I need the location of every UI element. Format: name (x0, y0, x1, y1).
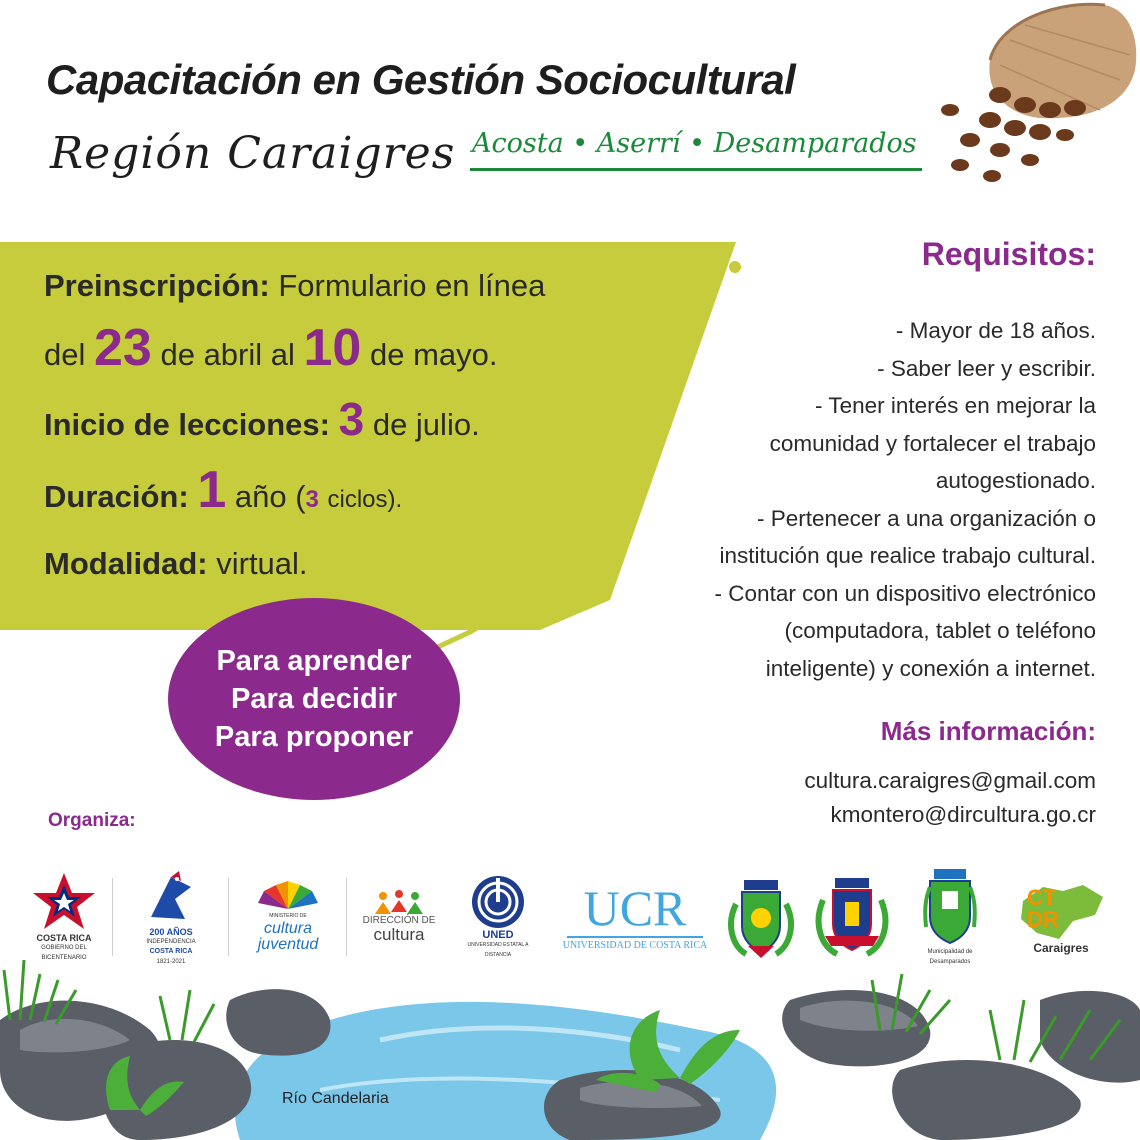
hummingbird-icon (141, 867, 201, 927)
requisito-line: (computadora, tablet o teléfono (784, 618, 1096, 643)
ucr-logo (560, 862, 710, 972)
contact-emails (804, 764, 1096, 832)
ctdr-map-icon (1013, 881, 1109, 943)
bicentenario-years: 200 AÑOS (149, 927, 193, 937)
coat-of-arms-icon (815, 874, 889, 960)
ctdr-caraigres-logo (1006, 862, 1116, 972)
slogan-line: Para decidir (230, 683, 398, 715)
ucr-text: UCR (583, 880, 687, 936)
modalidad-value: virtual. (216, 546, 308, 581)
juventud-text: juventud (257, 936, 319, 953)
end-month: de mayo. (369, 337, 498, 372)
inicio-month: de julio. (372, 407, 480, 442)
duracion-line (44, 460, 402, 520)
uned-text: UNED (482, 929, 514, 941)
requisito-line: - Contar con un dispositivo electrónico (714, 580, 1096, 606)
aserri-coat-of-arms (812, 862, 892, 972)
ciclos-text: ciclos). (327, 486, 403, 513)
coat-of-arms-icon (726, 874, 796, 960)
bicentenario-dates: 1821-2021 (156, 959, 186, 965)
star-icon (29, 871, 99, 933)
gobierno-text: GOBIERNO DEL BICENTENARIO (41, 945, 87, 961)
bicentenario-independencia: INDEPENDENCIA (146, 939, 196, 945)
towns-subtitle: Acosta • Aserrí • Desamparados (472, 128, 917, 159)
slogan-line: Para proponer (214, 721, 414, 753)
coat-of-arms-icon (920, 867, 980, 947)
modalidad-label: Modalidad: (44, 546, 208, 581)
end-day: 10 (303, 319, 362, 377)
region-title: Región Caraigres (50, 128, 456, 179)
municipalidad-logo (908, 862, 992, 972)
ctdr-dr: DR (1027, 907, 1059, 932)
email-link[interactable]: cultura.caraigres@gmail.com (804, 768, 1096, 793)
uned-subtext: UNIVERSIDAD ESTATAL A DISTANCIA (467, 942, 529, 958)
requisito-line: inteligente) y conexión a internet. (765, 655, 1096, 681)
start-day: 23 (94, 319, 152, 377)
ministerio-text: MINISTERIO DE (269, 913, 307, 919)
ucr-subtext: UNIVERSIDAD DE COSTA RICA (562, 940, 708, 951)
requisito-line: - Tener interés en mejorar la (815, 393, 1096, 418)
people-icon (369, 890, 429, 916)
direccion-cultura-text: cultura (373, 925, 425, 944)
duracion-value: 1 (197, 461, 227, 519)
direccion-cultura-logo (356, 862, 442, 972)
requisito-line: - Mayor de 18 años. (895, 318, 1096, 343)
towns-underline (470, 168, 922, 171)
preinscripcion-label: Preinscripción: (44, 268, 270, 303)
slogan-line: Para aprender (216, 645, 412, 677)
preinscripcion-line (44, 268, 545, 304)
ciclos-value: 3 (305, 486, 319, 513)
cultura-text: cultura (263, 920, 313, 937)
river-label: Río Candelaria (282, 1090, 389, 1107)
dates-line (44, 318, 498, 378)
del-text: del (44, 337, 86, 372)
uned-emblem-icon (470, 874, 526, 930)
inicio-line (44, 392, 480, 446)
requisitos-list (576, 312, 1096, 687)
page-title: Capacitación en Gestión Sociocultural (46, 56, 796, 103)
requisito-line: - Saber leer y escribir. (877, 355, 1096, 381)
ucr-divider (567, 936, 703, 938)
requisito-line: - Pertenecer a una organización o (757, 505, 1096, 531)
start-month: de abril al (160, 337, 295, 372)
inicio-label: Inicio de lecciones: (44, 407, 330, 442)
acosta-coat-of-arms (722, 862, 800, 972)
cultura-juventud-logo (238, 862, 338, 972)
costa-rica-text: COSTA RICA (36, 933, 92, 943)
modalidad-line (44, 546, 308, 582)
requisitos-heading: Requisitos: (921, 236, 1096, 272)
costa-rica-logo (22, 862, 106, 972)
logo-divider (228, 878, 229, 956)
bicentenario-country: COSTA RICA (149, 948, 193, 955)
email-link[interactable]: kmontero@dircultura.go.cr (830, 802, 1096, 827)
logo-divider (112, 878, 113, 956)
logo-divider (346, 878, 347, 956)
inicio-day: 3 (338, 393, 365, 445)
preinscripcion-text: Formulario en línea (278, 268, 546, 303)
uned-logo (456, 862, 540, 972)
requisito-line: institución que realice trabajo cultural. (719, 543, 1096, 568)
organiza-label: Organiza: (48, 810, 136, 831)
river-landscape (0, 960, 1140, 1140)
sunburst-icon (256, 881, 320, 911)
municipalidad-text: Municipalidad de Desamparados (927, 949, 973, 965)
bicentenario-logo (126, 862, 216, 972)
ctdr-ct: CT (1027, 885, 1057, 910)
requisito-line: autogestionado. (935, 468, 1096, 493)
slogan-bubble (168, 598, 460, 800)
caraigres-text: Caraigres (1033, 941, 1089, 955)
requisito-line: comunidad y fortalecer el trabajo (769, 430, 1096, 456)
mas-informacion-heading: Más información: (880, 716, 1096, 746)
duracion-unit: año ( (234, 479, 306, 514)
duracion-label: Duración: (44, 479, 189, 514)
direccion-de-text: DIRECCIÓN DE (362, 915, 436, 926)
coffee-beans-image (930, 0, 1140, 195)
